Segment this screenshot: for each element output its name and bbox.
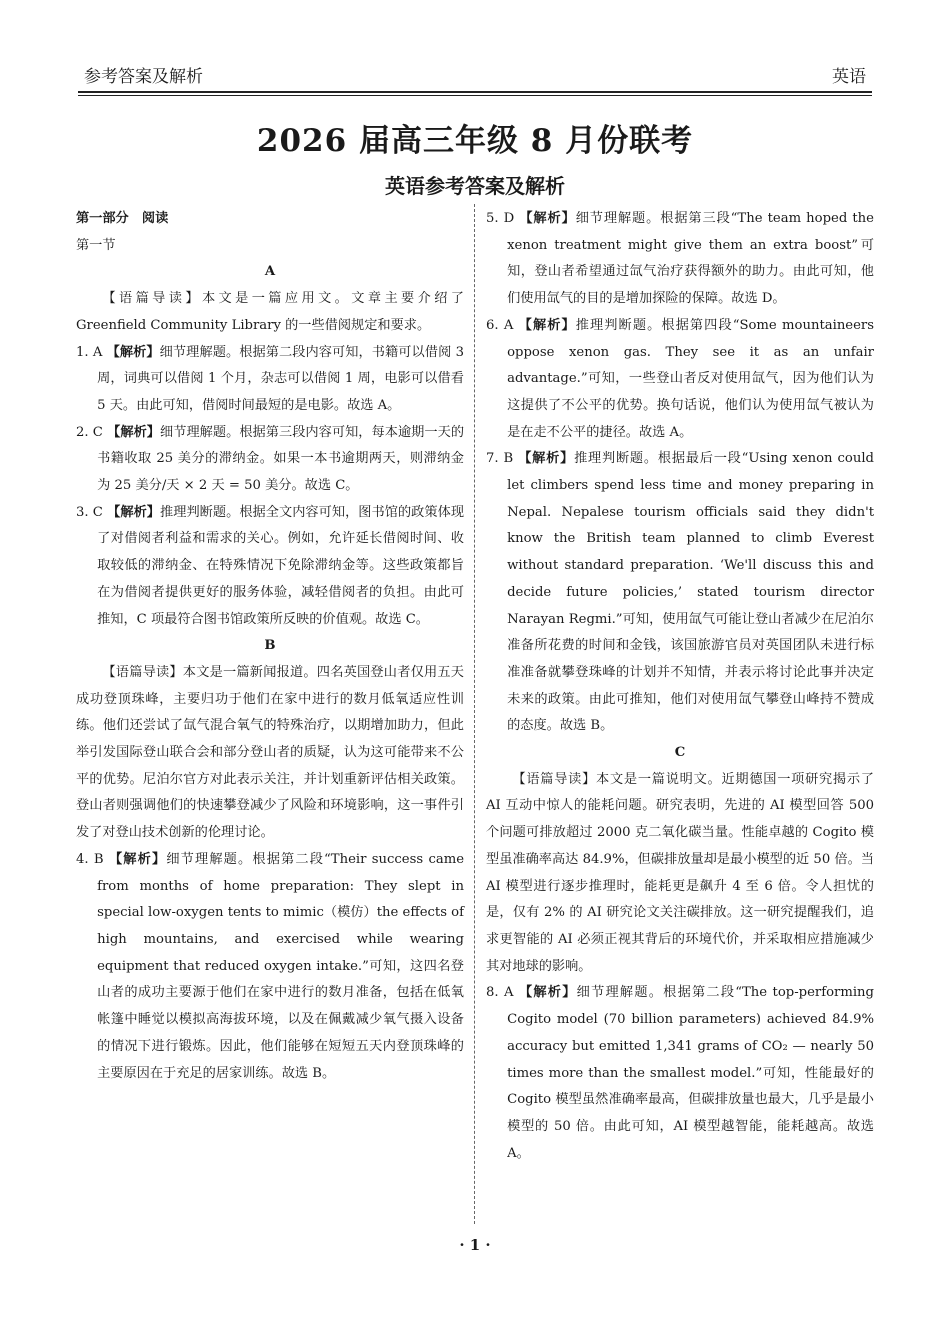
header-subject-label: 英语 bbox=[832, 67, 866, 87]
left-column bbox=[76, 206, 464, 1087]
answer-1 bbox=[76, 340, 464, 420]
answer-6-number: 6. A bbox=[486, 317, 514, 333]
passage-b-heading: B bbox=[264, 638, 276, 654]
answer-5-text: 细节理解题。根据第三段“The team hoped the xenon treatment might give them an extra boost”可知，登山者希望通过氙气治疗获得额外的助力。由此可知，他们使用氙气的目的是增加探险的保障。故选 D。 bbox=[507, 211, 874, 307]
right-column bbox=[486, 206, 874, 1167]
passage-a-heading: A bbox=[264, 264, 276, 280]
answer-5-number: 5. D bbox=[486, 211, 515, 226]
answer-3 bbox=[76, 500, 464, 634]
answer-8 bbox=[486, 980, 874, 1167]
answer-2 bbox=[76, 420, 464, 500]
passage-a-guide: 【语篇导读】本文是一篇应用文。文章主要介绍了 Greenfield Community Library 的一些借阅规定和要求。 bbox=[76, 291, 464, 333]
answer-7-tag: 【解析】 bbox=[518, 451, 575, 467]
answer-6-text: 推理判断题。根据第四段“Some mountaineers oppose xenon gas. They see it as an unfair advantage.”可知，一些登山者反对使用氙气，因为他们认为这提供了不公平的优势。换句话说，他们认为使用氙气被认为是在走不公平的捷径。故选 A。 bbox=[507, 317, 874, 440]
column-divider bbox=[474, 204, 475, 1224]
answer-2-number: 2. C bbox=[76, 424, 103, 440]
answer-1-number: 1. A bbox=[76, 344, 103, 360]
page-header bbox=[78, 58, 872, 88]
header-rule-thin bbox=[78, 95, 872, 96]
answer-8-text: 细节理解题。根据第二段“The top-performing Cogito model (70 billion parameters) achieved 84.9% accuracy but emitted 1,341 grams of CO₂ — nearly 50 times more than the smallest model.”可知，性能最好的 Cogito 模型虽然准确率最高，但碳排放量也最大，几乎是最小模型的 50 倍。由此可知，AI 模型越智能，能耗越高。故选 A。 bbox=[507, 985, 874, 1161]
answer-8-number: 8. A bbox=[486, 985, 514, 1001]
answer-1-text: 细节理解题。根据第二段内容可知，书籍可以借阅 3 周，词典可以借阅 1 个月，杂志可以借阅 1 周，电影可以借看 5 天。由此可知，借阅时间最短的是电影。故选 A。 bbox=[97, 344, 464, 413]
passage-c-guide: 【语篇导读】本文是一篇说明文。近期德国一项研究揭示了 AI 互动中惊人的能耗问题。研究表明，先进的 AI 模型回答 500 个问题可排放超过 2000 克二氧化碳当量。性能卓越的 Cogito 模型虽准确率高达 84.9%，但碳排放量却是最小模型的近 50 倍。当 AI 模型进行逐步推理时，能耗更是飙升 4 至 6 倍。令人担忧的是，仅有 2% 的 AI 研究论文关注碳排放。这一研究提醒我们，追求更智能的 AI 必须正视其背后的环境代价，并采取相应措施减少其对地球的影响。 bbox=[486, 771, 874, 974]
answer-1-tag: 【解析】 bbox=[106, 344, 160, 360]
document-title: 2026 届高三年级 8 月份联考 bbox=[256, 123, 694, 159]
answer-4-number: 4. B bbox=[76, 851, 104, 867]
part-heading: 第一部分 阅读 bbox=[76, 211, 169, 226]
document-subtitle: 英语参考答案及解析 bbox=[385, 174, 565, 198]
answer-3-text: 推理判断题。根据全文内容可知，图书馆的政策体现了对借阅者利益和需求的关心。例如，允许延长借阅时间、收取较低的滞纳金、在特殊情况下免除滞纳金等。这些政策都旨在为借阅者提供更好的服务体验，减轻借阅者的负担。由此可推知，C 项最符合图书馆政策所反映的价值观。故选 C。 bbox=[97, 504, 465, 627]
section-label: 第一节 bbox=[76, 237, 116, 253]
answer-5-tag: 【解析】 bbox=[519, 211, 576, 226]
page-number: · 1 · bbox=[459, 1236, 491, 1254]
header-left-label: 参考答案及解析 bbox=[84, 67, 203, 87]
answer-7-number: 7. B bbox=[486, 451, 514, 467]
answer-3-number: 3. C bbox=[76, 504, 103, 520]
answer-6 bbox=[486, 313, 874, 447]
answer-2-text: 细节理解题。根据第三段内容可知，每本逾期一天的书籍收取 25 美分的滞纳金。如果一本书逾期两天，则滞纳金为 25 美分/天 × 2 天 = 50 美分。故选 C。 bbox=[97, 424, 465, 494]
answer-4-text: 细节理解题。根据第二段“Their success came from months of home preparation: They slept in special low-oxygen tents to mimic（模仿）the effects of high mountains, and exercised while wearing equipment that reduced oxygen intake.”可知，这四名登山者的成功主要源于他们在家中进行的数月准备，包括在低氧帐篷中睡觉以模拟高海拔环境，以及在佩戴减少氧气摄入设备的情况下进行锻炼。因此，他们能够在短短五天内登顶珠峰的主要原因在于充足的居家训练。故选 B。 bbox=[97, 851, 465, 1081]
header-rule-thick bbox=[78, 91, 872, 93]
answer-7 bbox=[486, 446, 874, 740]
answer-4-tag: 【解析】 bbox=[108, 851, 167, 867]
answer-8-tag: 【解析】 bbox=[518, 985, 577, 1001]
answer-4 bbox=[76, 847, 464, 1087]
answer-7-text: 推理判断题。根据最后一段“Using xenon could let climbers spend less time and money preparing in Nepal. Nepalese tourism officials said they didn't know the British team planned to climb Everest without standard preparation. ‘We'll discuss this and decide future policies,’ stated tourism director Narayan Regmi.”可知，使用氙气可能让登山者减少在尼泊尔准备所花费的时间和金钱，该国旅游官员对英国团队未进行标准准备就攀登珠峰的计划并不知情，并表示将讨论此事并决定未来的政策。由此可推知，他们对使用氙气攀登山峰持不赞成的态度。故选 B。 bbox=[507, 451, 874, 734]
passage-c-heading: C bbox=[674, 745, 686, 761]
answer-2-tag: 【解析】 bbox=[107, 424, 161, 440]
answer-5 bbox=[486, 206, 874, 313]
answer-3-tag: 【解析】 bbox=[107, 504, 161, 520]
answer-6-tag: 【解析】 bbox=[518, 317, 576, 333]
passage-b-guide: 【语篇导读】本文是一篇新闻报道。四名英国登山者仅用五天成功登顶珠峰，主要归功于他们在家中进行的数月低氧适应性训练。他们还尝试了氙气混合氧气的特殊治疗，以期增加助力，但此举引发国际登山联合会和部分登山者的质疑，认为这可能带来不公平的优势。尼泊尔官方对此表示关注，并计划重新评估相关政策。登山者则强调他们的快速攀登减少了风险和环境影响，这一事件引发了对登山技术创新的伦理讨论。 bbox=[76, 664, 464, 841]
